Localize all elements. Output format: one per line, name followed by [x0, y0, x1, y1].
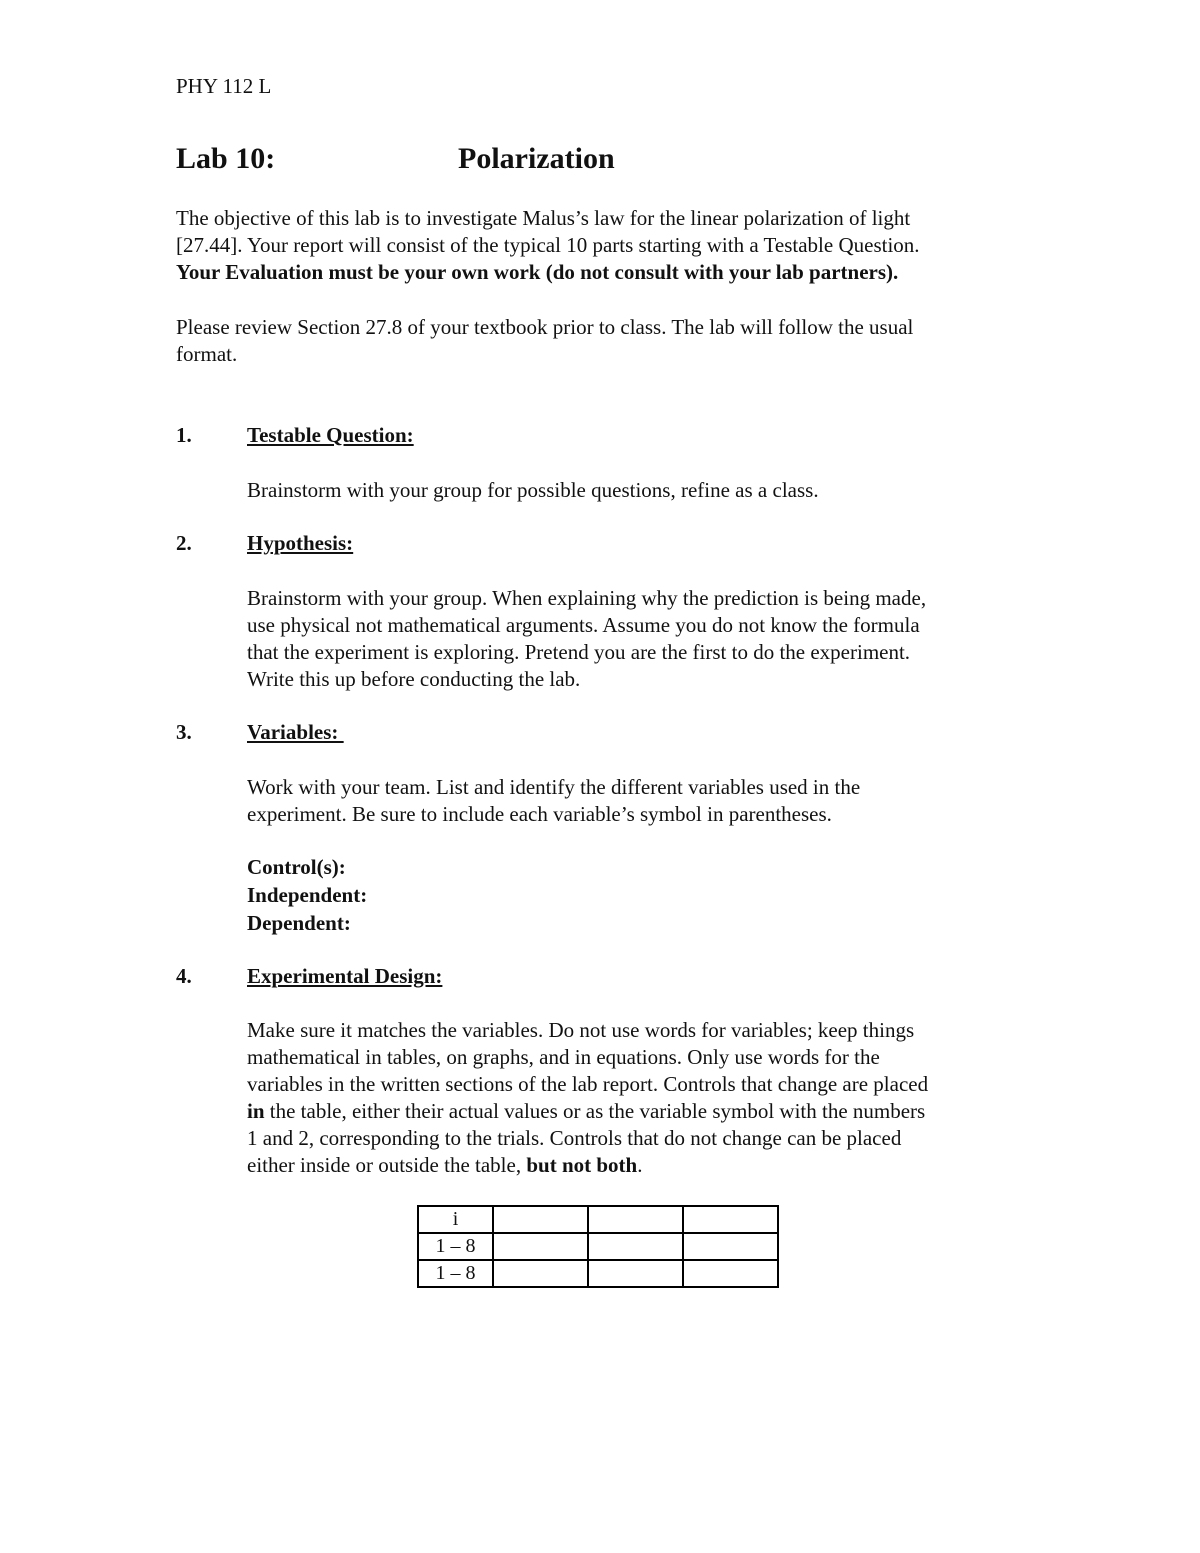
section-number: 2. — [176, 531, 192, 555]
section-body — [247, 774, 1037, 828]
section-body — [247, 477, 1037, 504]
table-cell — [683, 1260, 778, 1287]
body-line: mathematical in tables, on graphs, and in equations. Only use words for the — [247, 1045, 880, 1069]
review-line: format. — [176, 342, 238, 366]
independent-label: Independent: — [247, 883, 368, 907]
intro-line: [27.44]. Your report will consist of the typical 10 parts starting with a Testable Question. — [176, 233, 920, 257]
body-line: Work with your team. List and identify the different variables used in the — [247, 775, 861, 799]
table-cell: 1 – 8 — [418, 1260, 493, 1287]
intro-bold-line: Your Evaluation must be your own work (do not consult with your lab partners). — [176, 260, 899, 284]
table-row — [418, 1206, 778, 1233]
body-line: that the experiment is exploring. Pretend you are the first to do the experiment. — [247, 640, 911, 664]
lab-topic: Polarization — [458, 142, 615, 175]
control-label: Control(s): — [247, 855, 346, 879]
section-number: 4. — [176, 964, 192, 988]
lab-number: Lab 10: — [176, 142, 276, 175]
section-heading-hypothesis: Hypothesis: — [247, 531, 354, 555]
table-cell — [588, 1206, 683, 1233]
table-cell: 1 – 8 — [418, 1233, 493, 1260]
table-cell — [683, 1233, 778, 1260]
body-line: experiment. Be sure to include each variable’s symbol in parentheses. — [247, 802, 832, 826]
table-cell — [493, 1233, 588, 1260]
variables-labels — [247, 853, 367, 937]
section-number: 3. — [176, 720, 192, 744]
body-line: 1 and 2, corresponding to the trials. Controls that do not change can be placed — [247, 1126, 902, 1150]
table-cell — [493, 1206, 588, 1233]
table-cell — [588, 1260, 683, 1287]
table-row — [418, 1233, 778, 1260]
body-line: either inside or outside the table, but not both. — [247, 1153, 643, 1177]
body-line: Make sure it matches the variables. Do not use words for variables; keep things — [247, 1018, 915, 1042]
table-row — [418, 1260, 778, 1287]
table-cell — [588, 1233, 683, 1260]
body-line: Write this up before conducting the lab. — [247, 667, 581, 691]
section-number: 1. — [176, 423, 192, 447]
intro-paragraph — [176, 205, 1036, 286]
section-heading-variables: Variables: — [247, 720, 344, 744]
intro-line: The objective of this lab is to investigate Malus’s law for the linear polarization of light — [176, 206, 911, 230]
section-body — [247, 585, 1037, 693]
body-line: in the table, either their actual values or as the variable symbol with the numbers — [247, 1099, 926, 1123]
review-paragraph — [176, 314, 1036, 368]
body-line: variables in the written sections of the lab report. Controls that change are placed — [247, 1072, 929, 1096]
body-line: Brainstorm with your group for possible questions, refine as a class. — [247, 478, 819, 502]
table-cell: i — [418, 1206, 493, 1233]
design-table — [417, 1205, 779, 1288]
review-line: Please review Section 27.8 of your textbook prior to class. The lab will follow the usual — [176, 315, 914, 339]
table-cell — [683, 1206, 778, 1233]
body-line: use physical not mathematical arguments. Assume you do not know the formula — [247, 613, 920, 637]
section-heading-experimental-design: Experimental Design: — [247, 964, 443, 988]
section-heading-testable-question: Testable Question: — [247, 423, 414, 447]
section-body — [247, 1017, 1037, 1179]
table-cell — [493, 1260, 588, 1287]
dependent-label: Dependent: — [247, 911, 351, 935]
course-code: PHY 112 L — [176, 74, 272, 98]
body-line: Brainstorm with your group. When explaining why the prediction is being made, — [247, 586, 927, 610]
